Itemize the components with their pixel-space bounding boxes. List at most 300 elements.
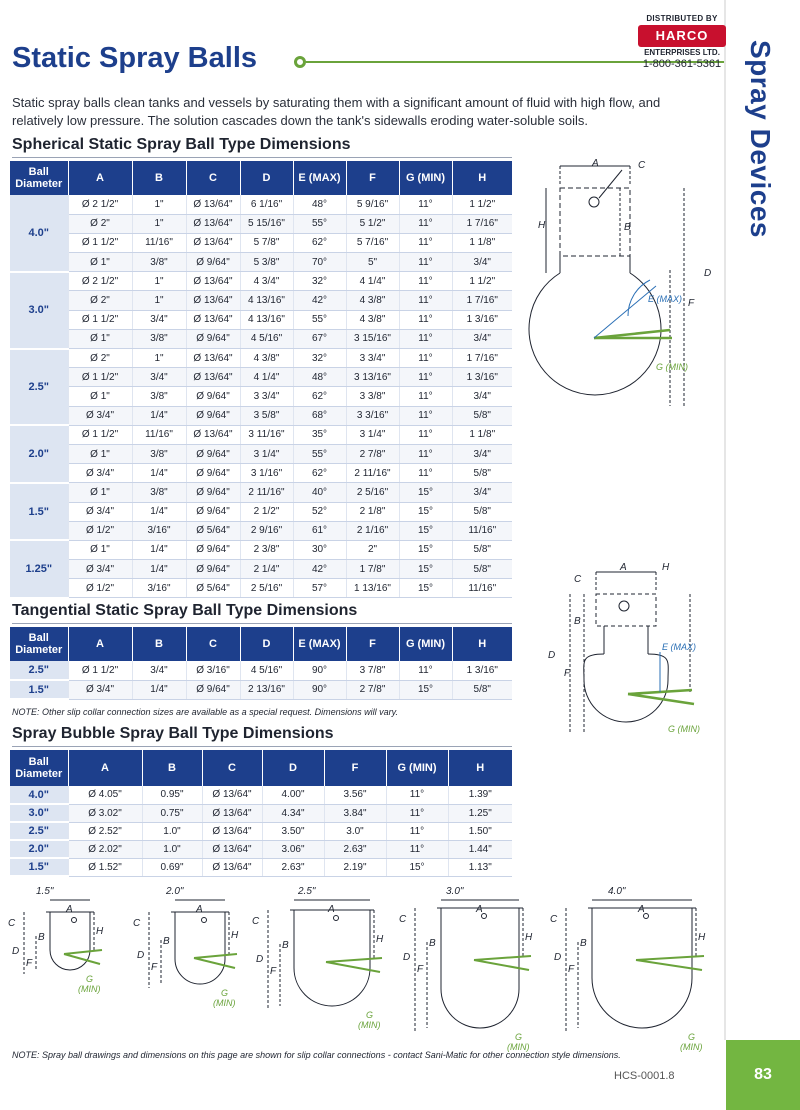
- tangential-label-f: F: [564, 668, 571, 679]
- table-cell: 4 3/8": [346, 291, 399, 310]
- table-cell: 40°: [293, 483, 346, 502]
- table-cell: 3.50": [262, 822, 324, 840]
- table-cell: Ø 2.52": [68, 822, 142, 840]
- bubble-size-label: 1.5": [36, 886, 54, 897]
- table-cell: 3/4": [452, 329, 512, 348]
- tangential-label-b: B: [574, 616, 581, 627]
- spherical-label-e-max: E (MAX): [648, 294, 683, 304]
- table-cell: 5 7/8": [240, 233, 293, 252]
- bubble-label-c: C: [133, 918, 141, 929]
- table-cell: 3/8": [132, 444, 186, 463]
- table-cell: Ø 9/64": [186, 560, 240, 579]
- table-cell: 3/16": [132, 521, 186, 540]
- header-cell: F: [346, 161, 399, 195]
- table-cell: 3/8": [132, 253, 186, 272]
- bubble-label-min: (MIN): [78, 984, 101, 994]
- table-cell: Ø 9/64": [186, 540, 240, 559]
- table-cell: 2 11/16": [346, 464, 399, 483]
- table-cell: 11/16": [132, 425, 186, 444]
- bubble-size-label: 4.0": [608, 886, 626, 897]
- table-cell: 5/8": [452, 502, 512, 521]
- table-cell: Ø 9/64": [186, 680, 240, 699]
- table-cell: 42°: [293, 560, 346, 579]
- table-cell: 3/4": [452, 483, 512, 502]
- bubble-label-min: (MIN): [358, 1020, 381, 1030]
- table-cell: Ø 3.02": [68, 804, 142, 822]
- header-cell: A: [68, 750, 142, 786]
- table-row: [10, 502, 512, 521]
- table-cell: 4 13/16": [240, 310, 293, 329]
- bubble-ball-outline: [441, 908, 519, 1028]
- table-cell: 4 1/4": [240, 368, 293, 387]
- table-cell: Ø 1 1/2": [68, 310, 132, 329]
- ball-diameter-cell: 2.0": [10, 840, 68, 858]
- header-cell: H: [452, 627, 512, 661]
- table-row: [10, 579, 512, 598]
- table-cell: Ø 9/64": [186, 464, 240, 483]
- table-cell: 11/16": [132, 233, 186, 252]
- header-cell: D: [240, 627, 293, 661]
- table-cell: Ø 3/16": [186, 661, 240, 680]
- table-cell: 3/4": [132, 310, 186, 329]
- table-cell: 3 1/16": [240, 464, 293, 483]
- table-cell: 1.44": [448, 840, 512, 858]
- table-cell: 55°: [293, 310, 346, 329]
- spherical-title-rule: [12, 157, 512, 158]
- table-cell: 3.84": [324, 804, 386, 822]
- table-cell: Ø 1 1/2": [68, 425, 132, 444]
- table-cell: 1/4": [132, 540, 186, 559]
- table-cell: 1 3/16": [452, 661, 512, 680]
- table-cell: 2 1/16": [346, 521, 399, 540]
- page-number: 83: [754, 1066, 772, 1083]
- spherical-section-title: Spherical Static Spray Ball Type Dimensions: [12, 136, 351, 153]
- table-cell: 5": [346, 253, 399, 272]
- table-row: [10, 858, 512, 876]
- bubble-orifice-icon: [334, 916, 339, 921]
- page-number-box: [726, 1040, 800, 1110]
- table-cell: Ø 1 1/2": [68, 661, 132, 680]
- table-cell: 0.95": [142, 786, 202, 804]
- table-cell: 4 13/16": [240, 291, 293, 310]
- side-rule: [724, 0, 726, 1040]
- header-cell: B: [142, 750, 202, 786]
- table-cell: 1": [132, 214, 186, 233]
- table-cell: 5/8": [452, 560, 512, 579]
- bubble-ball-outline: [175, 912, 225, 984]
- bubble-label-h: H: [231, 930, 239, 941]
- bubble-label-g: G: [515, 1032, 523, 1042]
- spherical-label-d: D: [704, 268, 712, 279]
- table-cell: 1/4": [132, 406, 186, 425]
- table-cell: 1.0": [142, 840, 202, 858]
- table-cell: Ø 4.05": [68, 786, 142, 804]
- table-cell: 3/8": [132, 483, 186, 502]
- table-cell: 3 15/16": [346, 329, 399, 348]
- tangential-ball-diagram: [540, 562, 720, 742]
- table-cell: 11°: [399, 310, 452, 329]
- section-side-tab: [740, 40, 780, 260]
- table-cell: 3.0": [324, 822, 386, 840]
- bubble-orifice-icon: [202, 918, 207, 923]
- table-cell: 3 3/8": [346, 387, 399, 406]
- table-cell: Ø 1": [68, 444, 132, 463]
- bubble-label-h: H: [525, 932, 533, 943]
- bubble-ball-outline: [294, 910, 370, 1006]
- tangential-label-d: D: [548, 650, 556, 661]
- table-cell: 3/4": [132, 661, 186, 680]
- table-cell: 15°: [399, 680, 452, 699]
- table-cell: 3/4": [452, 253, 512, 272]
- table-cell: Ø 13/64": [202, 786, 262, 804]
- table-cell: 1 3/16": [452, 368, 512, 387]
- table-cell: 68°: [293, 406, 346, 425]
- table-cell: 3 11/16": [240, 425, 293, 444]
- bubble-label-a: A: [328, 904, 335, 915]
- header-cell: F: [324, 750, 386, 786]
- table-cell: 11°: [399, 387, 452, 406]
- tangential-dimensions-table: [10, 627, 512, 700]
- table-cell: 3/4": [132, 368, 186, 387]
- table-row: [10, 521, 512, 540]
- bubble-label-d: D: [12, 946, 20, 957]
- bubble-title-rule: [12, 746, 512, 747]
- table-cell: 1 7/16": [452, 291, 512, 310]
- bubble-diagram-row: [0, 884, 720, 1052]
- table-cell: 11°: [386, 840, 448, 858]
- table-cell: Ø 1.52": [68, 858, 142, 876]
- table-cell: Ø 1 1/2": [68, 233, 132, 252]
- page-title: Static Spray Balls: [12, 42, 257, 74]
- table-cell: 52°: [293, 502, 346, 521]
- header-cell: A: [68, 161, 132, 195]
- table-cell: 2 9/16": [240, 521, 293, 540]
- table-cell: 1": [132, 195, 186, 214]
- table-cell: 5 3/8": [240, 253, 293, 272]
- table-cell: 3/4": [452, 387, 512, 406]
- table-cell: Ø 9/64": [186, 329, 240, 348]
- table-cell: 30°: [293, 540, 346, 559]
- bubble-size-label: 2.5": [298, 886, 316, 897]
- table-cell: 11°: [386, 786, 448, 804]
- table-cell: 15°: [399, 560, 452, 579]
- table-cell: 2": [346, 540, 399, 559]
- table-cell: 11°: [399, 464, 452, 483]
- table-cell: 11°: [399, 253, 452, 272]
- table-cell: Ø 13/64": [186, 291, 240, 310]
- ball-diameter-cell: 3.0": [10, 272, 68, 349]
- table-cell: 35°: [293, 425, 346, 444]
- table-cell: 1/4": [132, 680, 186, 699]
- bubble-spray-line: [64, 954, 100, 964]
- table-cell: Ø 1 1/2": [68, 368, 132, 387]
- tangential-label-g-min: G (MIN): [668, 724, 700, 734]
- bubble-label-min: (MIN): [680, 1042, 703, 1052]
- tangential-label-a: A: [620, 562, 627, 573]
- table-cell: 62°: [293, 387, 346, 406]
- table-row: [10, 560, 512, 579]
- table-cell: 3.06": [262, 840, 324, 858]
- table-cell: 61°: [293, 521, 346, 540]
- header-cell: C: [202, 750, 262, 786]
- bubble-label-b: B: [282, 940, 289, 951]
- table-cell: 2 1/4": [240, 560, 293, 579]
- ball-diameter-cell: 1.25": [10, 540, 68, 598]
- table-cell: 1 13/16": [346, 579, 399, 598]
- table-cell: 3/16": [132, 579, 186, 598]
- table-cell: 3 3/16": [346, 406, 399, 425]
- table-row: [10, 253, 512, 272]
- table-cell: 15°: [399, 521, 452, 540]
- table-cell: 32°: [293, 349, 346, 368]
- table-cell: Ø 3/4": [68, 680, 132, 699]
- table-cell: 1.0": [142, 822, 202, 840]
- table-cell: 67°: [293, 329, 346, 348]
- table-cell: 11/16": [452, 521, 512, 540]
- bubble-label-g: G: [86, 974, 94, 984]
- table-cell: 2 5/16": [240, 579, 293, 598]
- table-cell: 1/4": [132, 502, 186, 521]
- header-cell: H: [452, 161, 512, 195]
- table-cell: 1 7/16": [452, 349, 512, 368]
- table-cell: 11°: [399, 291, 452, 310]
- bubble-ball-outline: [50, 912, 90, 970]
- ball-diameter-cell: 3.0": [10, 804, 68, 822]
- table-cell: 11°: [386, 822, 448, 840]
- bubble-label-g: G: [221, 988, 229, 998]
- table-cell: Ø 2.02": [68, 840, 142, 858]
- tangential-section-title: Tangential Static Spray Ball Type Dimensions: [12, 602, 358, 619]
- bubble-ball-outline: [592, 908, 692, 1028]
- table-cell: Ø 13/64": [186, 272, 240, 291]
- table-cell: Ø 1/2": [68, 579, 132, 598]
- bubble-label-f: F: [270, 966, 277, 977]
- ball-diameter-cell: 1.5": [10, 680, 68, 699]
- table-cell: 2 13/16": [240, 680, 293, 699]
- table-cell: 11°: [399, 349, 452, 368]
- table-cell: 11°: [399, 329, 452, 348]
- table-cell: Ø 13/64": [186, 425, 240, 444]
- table-cell: Ø 9/64": [186, 502, 240, 521]
- table-cell: 42°: [293, 291, 346, 310]
- table-cell: 2 1/8": [346, 502, 399, 521]
- table-cell: 3 1/4": [346, 425, 399, 444]
- table-cell: 4 3/8": [346, 310, 399, 329]
- table-cell: Ø 2": [68, 349, 132, 368]
- table-cell: 0.69": [142, 858, 202, 876]
- bubble-spray-line: [474, 960, 529, 970]
- table-cell: 1 1/8": [452, 233, 512, 252]
- table-row: [10, 233, 512, 252]
- bubble-spray-line: [194, 958, 235, 968]
- bubble-label-c: C: [252, 916, 260, 927]
- table-cell: 5 15/16": [240, 214, 293, 233]
- table-cell: Ø 1": [68, 540, 132, 559]
- table-row: [10, 786, 512, 804]
- ball-diameter-cell: 2.0": [10, 425, 68, 483]
- header-cell: B: [132, 627, 186, 661]
- table-cell: Ø 2": [68, 214, 132, 233]
- table-cell: Ø 13/64": [202, 804, 262, 822]
- table-cell: 5 1/2": [346, 214, 399, 233]
- header-cell: C: [186, 627, 240, 661]
- bubble-label-min: (MIN): [213, 998, 236, 1008]
- table-cell: 1 7/16": [452, 214, 512, 233]
- ball-diameter-cell: 2.5": [10, 661, 68, 680]
- side-tab-label: Spray Devices: [745, 40, 776, 238]
- table-cell: 2.63": [324, 840, 386, 858]
- table-cell: 15°: [399, 540, 452, 559]
- spherical-label-c: C: [638, 160, 646, 171]
- table-cell: Ø 2": [68, 291, 132, 310]
- table-cell: 3 7/8": [346, 661, 399, 680]
- table-row: [10, 387, 512, 406]
- table-cell: Ø 13/64": [186, 310, 240, 329]
- bubble-label-a: A: [66, 904, 73, 915]
- header-cell: E (MAX): [293, 627, 346, 661]
- bubble-size-label: 2.0": [166, 886, 184, 897]
- bubble-spray-line: [474, 956, 531, 960]
- table-cell: 11°: [386, 804, 448, 822]
- table-row: [10, 272, 512, 291]
- table-cell: 11°: [399, 214, 452, 233]
- table-cell: 70°: [293, 253, 346, 272]
- bubble-label-h: H: [698, 932, 706, 943]
- ball-diameter-cell: 2.5": [10, 822, 68, 840]
- bubble-label-f: F: [26, 958, 33, 969]
- table-cell: 3 3/4": [346, 349, 399, 368]
- header-cell: G (MIN): [399, 627, 452, 661]
- header-cell: Ball Diameter: [10, 627, 68, 661]
- table-cell: Ø 3/4": [68, 502, 132, 521]
- table-cell: 1 3/16": [452, 310, 512, 329]
- table-cell: Ø 1/2": [68, 521, 132, 540]
- table-cell: Ø 3/4": [68, 406, 132, 425]
- bubble-spray-line: [326, 958, 382, 962]
- table-cell: 4 5/16": [240, 661, 293, 680]
- ball-diameter-cell: 2.5": [10, 349, 68, 426]
- table-cell: 1 1/2": [452, 195, 512, 214]
- table-cell: Ø 5/64": [186, 579, 240, 598]
- table-cell: 62°: [293, 464, 346, 483]
- ball-diameter-cell: 1.5": [10, 858, 68, 876]
- table-cell: 11°: [399, 272, 452, 291]
- table-row: [10, 425, 512, 444]
- tangential-label-e-max: E (MAX): [662, 642, 697, 652]
- header-cell: D: [262, 750, 324, 786]
- table-row: [10, 310, 512, 329]
- table-cell: Ø 13/64": [186, 368, 240, 387]
- spherical-dimensions-table: [10, 161, 512, 599]
- table-cell: 4.00": [262, 786, 324, 804]
- table-cell: 4 5/16": [240, 329, 293, 348]
- table-cell: 6 1/16": [240, 195, 293, 214]
- table-cell: 3/8": [132, 329, 186, 348]
- table-row: [10, 840, 512, 858]
- table-cell: 2.63": [262, 858, 324, 876]
- table-row: [10, 464, 512, 483]
- table-cell: Ø 9/64": [186, 387, 240, 406]
- tangential-label-c: C: [574, 574, 582, 585]
- distributor-block: [636, 14, 728, 70]
- header-cell: B: [132, 161, 186, 195]
- table-cell: 2 7/8": [346, 444, 399, 463]
- bubble-label-g: G: [366, 1010, 374, 1020]
- bubble-spray-line: [64, 950, 102, 954]
- table-cell: Ø 2 1/2": [68, 272, 132, 291]
- table-cell: 11°: [399, 233, 452, 252]
- table-cell: 3/4": [452, 444, 512, 463]
- table-cell: 3.56": [324, 786, 386, 804]
- table-cell: Ø 13/64": [202, 822, 262, 840]
- table-cell: 1.13": [448, 858, 512, 876]
- table-cell: 5/8": [452, 406, 512, 425]
- table-row: [10, 406, 512, 425]
- table-row: [10, 804, 512, 822]
- header-cell: C: [186, 161, 240, 195]
- table-cell: Ø 13/64": [186, 233, 240, 252]
- table-cell: 1 1/2": [452, 272, 512, 291]
- table-row: [10, 483, 512, 502]
- table-cell: 55°: [293, 214, 346, 233]
- bubble-label-f: F: [417, 964, 424, 975]
- table-cell: 4.34": [262, 804, 324, 822]
- table-cell: 90°: [293, 661, 346, 680]
- table-cell: Ø 13/64": [202, 858, 262, 876]
- table-cell: 0.75": [142, 804, 202, 822]
- footer-note: NOTE: Spray ball drawings and dimensions on this page are shown for slip collar connections - contact Sani-Matic for other connection style dimensions.: [12, 1050, 621, 1060]
- table-cell: 5 9/16": [346, 195, 399, 214]
- bubble-label-d: D: [256, 954, 264, 965]
- table-row: [10, 661, 512, 680]
- tangential-title-rule: [12, 623, 512, 624]
- table-row: [10, 680, 512, 699]
- table-cell: 15°: [399, 579, 452, 598]
- table-cell: Ø 1": [68, 387, 132, 406]
- table-cell: 62°: [293, 233, 346, 252]
- table-cell: Ø 9/64": [186, 444, 240, 463]
- spherical-label-h: H: [538, 220, 546, 231]
- table-cell: 2 1/2": [240, 502, 293, 521]
- distributor-name: ENTERPRISES LTD.: [644, 48, 720, 57]
- document-code: HCS-0001.8: [614, 1070, 675, 1082]
- table-cell: 1.25": [448, 804, 512, 822]
- table-row: [10, 349, 512, 368]
- bubble-orifice-icon: [72, 918, 77, 923]
- table-cell: 2 5/16": [346, 483, 399, 502]
- header-cell: H: [448, 750, 512, 786]
- table-cell: 1": [132, 272, 186, 291]
- table-cell: Ø 2 1/2": [68, 195, 132, 214]
- header-cell: A: [68, 627, 132, 661]
- bubble-label-b: B: [429, 938, 436, 949]
- distributor-phone: 1-800-361-5361: [642, 58, 722, 70]
- table-cell: Ø 1": [68, 483, 132, 502]
- header-cell: D: [240, 161, 293, 195]
- bubble-spray-line: [326, 962, 380, 972]
- table-cell: Ø 1": [68, 329, 132, 348]
- table-cell: Ø 13/64": [202, 840, 262, 858]
- table-cell: Ø 13/64": [186, 214, 240, 233]
- table-cell: Ø 3/4": [68, 464, 132, 483]
- table-cell: 11°: [399, 368, 452, 387]
- tangential-label-h: H: [662, 562, 670, 573]
- table-cell: 4 3/4": [240, 272, 293, 291]
- table-cell: 3 13/16": [346, 368, 399, 387]
- header-cell: F: [346, 627, 399, 661]
- table-cell: 3 1/4": [240, 444, 293, 463]
- bubble-label-d: D: [137, 950, 145, 961]
